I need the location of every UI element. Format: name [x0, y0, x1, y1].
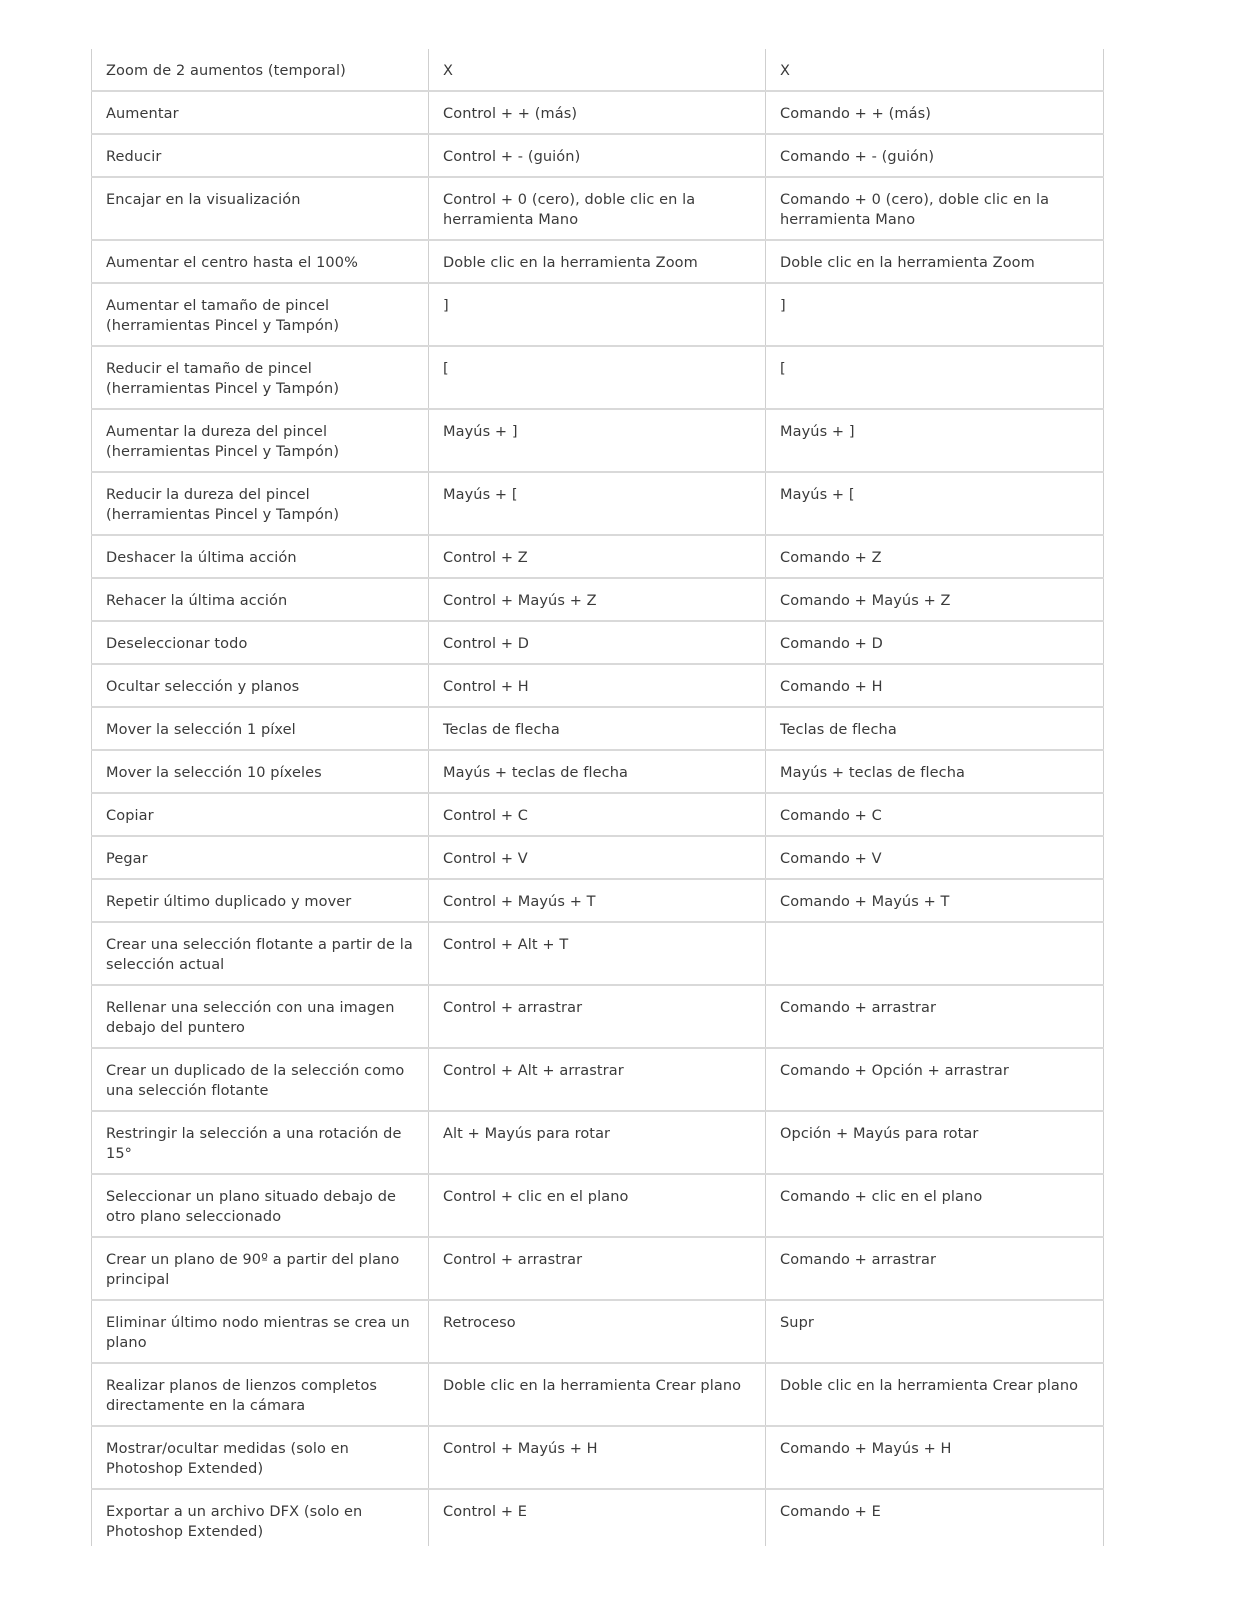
mac-shortcut-cell-text: Comando + + (más)	[780, 106, 931, 122]
action-cell-text: Reducir	[106, 149, 162, 165]
cell-padding	[106, 622, 414, 632]
cell-padding	[780, 347, 1089, 357]
shortcuts-table-body	[92, 49, 1104, 1546]
mac-shortcut-cell	[766, 472, 1104, 535]
action-cell-text: Aumentar la dureza del pincel (herramientas Pincel y Tampón)	[106, 424, 340, 460]
cell-padding	[443, 880, 751, 890]
mac-shortcut-cell	[766, 1111, 1104, 1174]
windows-shortcut-cell-text: Control + E	[443, 1504, 528, 1520]
action-cell-text: Deseleccionar todo	[106, 636, 248, 652]
action-cell	[92, 283, 429, 346]
windows-shortcut-cell-text: Control + C	[443, 808, 529, 824]
windows-shortcut-cell	[429, 1174, 766, 1237]
cell-padding	[106, 1112, 414, 1122]
mac-shortcut-cell-text: Doble clic en la herramienta Zoom	[780, 255, 1035, 271]
cell-padding	[106, 579, 414, 589]
windows-shortcut-cell-text: Control + - (guión)	[443, 149, 581, 165]
windows-shortcut-cell	[429, 664, 766, 707]
cell-padding	[780, 1364, 1089, 1374]
cell-padding	[106, 536, 414, 546]
cell-padding	[780, 1238, 1089, 1248]
windows-shortcut-cell	[429, 707, 766, 750]
windows-shortcut-cell-text: Control + V	[443, 851, 528, 867]
mac-shortcut-cell	[766, 879, 1104, 922]
cell-padding	[443, 92, 751, 102]
action-cell	[92, 240, 429, 283]
windows-shortcut-cell	[429, 621, 766, 664]
mac-shortcut-cell-text: Supr	[780, 1315, 814, 1331]
mac-shortcut-cell	[766, 535, 1104, 578]
cell-padding	[443, 1175, 751, 1185]
mac-shortcut-cell-text: Comando + - (guión)	[780, 149, 935, 165]
cell-padding	[780, 880, 1089, 890]
windows-shortcut-cell	[429, 49, 766, 91]
windows-shortcut-cell	[429, 134, 766, 177]
mac-shortcut-cell	[766, 1363, 1104, 1426]
cell-padding	[106, 178, 414, 188]
cell-padding	[780, 135, 1089, 145]
mac-shortcut-cell	[766, 409, 1104, 472]
table-row	[92, 49, 1104, 91]
mac-shortcut-cell	[766, 985, 1104, 1048]
cell-padding	[780, 1427, 1089, 1437]
cell-padding	[106, 751, 414, 761]
windows-shortcut-cell	[429, 879, 766, 922]
mac-shortcut-cell	[766, 750, 1104, 793]
cell-padding	[780, 986, 1089, 996]
cell-padding	[780, 665, 1089, 675]
action-cell	[92, 922, 429, 985]
cell-padding	[780, 579, 1089, 589]
cell-padding	[106, 880, 414, 890]
mac-shortcut-cell-text: Mayús + ]	[780, 424, 855, 440]
action-cell	[92, 578, 429, 621]
windows-shortcut-cell-text: Control + D	[443, 636, 530, 652]
windows-shortcut-cell	[429, 1237, 766, 1300]
windows-shortcut-cell-text: Mayús + ]	[443, 424, 518, 440]
windows-shortcut-cell-text: Retroceso	[443, 1315, 516, 1331]
cell-padding	[780, 241, 1089, 251]
cell-padding	[106, 473, 414, 483]
mac-shortcut-cell-text: Mayús + [	[780, 487, 855, 503]
cell-padding	[780, 410, 1089, 420]
cell-padding	[106, 241, 414, 251]
table-row	[92, 346, 1104, 409]
table-row	[92, 836, 1104, 879]
action-cell-text: Rellenar una selección con una imagen debajo del puntero	[106, 1000, 395, 1036]
action-cell-text: Mover la selección 10 píxeles	[106, 765, 322, 781]
cell-padding	[106, 1175, 414, 1185]
windows-shortcut-cell-text: ]	[443, 298, 449, 314]
mac-shortcut-cell-text: Comando + arrastrar	[780, 1000, 937, 1016]
cell-padding	[443, 1427, 751, 1437]
cell-padding	[106, 284, 414, 294]
action-cell-text: Zoom de 2 aumentos (temporal)	[106, 63, 346, 79]
table-row	[92, 1111, 1104, 1174]
cell-padding	[443, 135, 751, 145]
windows-shortcut-cell-text: Control + arrastrar	[443, 1000, 583, 1016]
cell-padding	[443, 1490, 751, 1500]
cell-padding	[780, 751, 1089, 761]
mac-shortcut-cell	[766, 134, 1104, 177]
cell-padding	[443, 986, 751, 996]
action-cell-text: Mostrar/ocultar medidas (solo en Photoshop Extended)	[106, 1441, 349, 1477]
mac-shortcut-cell	[766, 922, 1104, 985]
cell-padding	[106, 135, 414, 145]
windows-shortcut-cell-text: Control + Mayús + T	[443, 894, 596, 910]
cell-padding	[106, 665, 414, 675]
mac-shortcut-cell-text: Comando + D	[780, 636, 883, 652]
table-row	[92, 1237, 1104, 1300]
action-cell-text: Aumentar	[106, 106, 179, 122]
windows-shortcut-cell	[429, 535, 766, 578]
cell-padding	[780, 1112, 1089, 1122]
mac-shortcut-cell	[766, 1174, 1104, 1237]
action-cell-text: Realizar planos de lienzos completos directamente en la cámara	[106, 1378, 378, 1414]
windows-shortcut-cell	[429, 1111, 766, 1174]
mac-shortcut-cell	[766, 346, 1104, 409]
mac-shortcut-cell	[766, 793, 1104, 836]
cell-padding	[106, 1490, 414, 1500]
mac-shortcut-cell-text: Doble clic en la herramienta Crear plano	[780, 1378, 1079, 1394]
mac-shortcut-cell-text: Comando + Mayús + H	[780, 1441, 952, 1457]
action-cell	[92, 707, 429, 750]
action-cell	[92, 409, 429, 472]
table-row	[92, 879, 1104, 922]
cell-padding	[106, 347, 414, 357]
table-row	[92, 240, 1104, 283]
action-cell	[92, 621, 429, 664]
action-cell	[92, 879, 429, 922]
table-row	[92, 535, 1104, 578]
action-cell-text: Reducir la dureza del pincel (herramientas Pincel y Tampón)	[106, 487, 340, 523]
cell-padding	[780, 1490, 1089, 1500]
mac-shortcut-cell-text: Comando + arrastrar	[780, 1252, 937, 1268]
cell-padding	[780, 708, 1089, 718]
cell-padding	[443, 923, 751, 933]
windows-shortcut-cell	[429, 283, 766, 346]
cell-padding	[443, 751, 751, 761]
mac-shortcut-cell	[766, 707, 1104, 750]
windows-shortcut-cell	[429, 578, 766, 621]
action-cell	[92, 1237, 429, 1300]
windows-shortcut-cell	[429, 1426, 766, 1489]
windows-shortcut-cell	[429, 409, 766, 472]
cell-padding	[780, 1301, 1089, 1311]
cell-padding	[443, 1112, 751, 1122]
cell-padding	[443, 241, 751, 251]
action-cell-text: Pegar	[106, 851, 148, 867]
cell-padding	[443, 1364, 751, 1374]
mac-shortcut-cell	[766, 621, 1104, 664]
windows-shortcut-cell	[429, 91, 766, 134]
cell-padding	[443, 837, 751, 847]
cell-padding	[780, 923, 1089, 933]
action-cell-text: Crear una selección flotante a partir de la selección actual	[106, 937, 413, 973]
cell-padding	[443, 49, 751, 59]
mac-shortcut-cell	[766, 1237, 1104, 1300]
cell-padding	[780, 284, 1089, 294]
windows-shortcut-cell-text: [	[443, 361, 449, 377]
action-cell	[92, 472, 429, 535]
table-row	[92, 409, 1104, 472]
table-row	[92, 578, 1104, 621]
windows-shortcut-cell-text: Doble clic en la herramienta Zoom	[443, 255, 698, 271]
action-cell-text: Encajar en la visualización	[106, 192, 301, 208]
cell-padding	[106, 1427, 414, 1437]
action-cell	[92, 793, 429, 836]
mac-shortcut-cell-text: X	[780, 63, 791, 79]
mac-shortcut-cell-text: Comando + Opción + arrastrar	[780, 1063, 1009, 1079]
action-cell	[92, 750, 429, 793]
windows-shortcut-cell-text: Doble clic en la herramienta Crear plano	[443, 1378, 742, 1394]
action-cell-text: Mover la selección 1 píxel	[106, 722, 296, 738]
cell-padding	[780, 1049, 1089, 1059]
mac-shortcut-cell	[766, 836, 1104, 879]
action-cell	[92, 134, 429, 177]
action-cell	[92, 1174, 429, 1237]
action-cell	[92, 1426, 429, 1489]
action-cell-text: Crear un duplicado de la selección como una selección flotante	[106, 1063, 405, 1099]
mac-shortcut-cell	[766, 177, 1104, 240]
windows-shortcut-cell	[429, 836, 766, 879]
cell-padding	[443, 708, 751, 718]
windows-shortcut-cell-text: Control + + (más)	[443, 106, 578, 122]
cell-padding	[443, 536, 751, 546]
windows-shortcut-cell	[429, 1048, 766, 1111]
action-cell-text: Repetir último duplicado y mover	[106, 894, 352, 910]
cell-padding	[780, 178, 1089, 188]
windows-shortcut-cell-text: Mayús + teclas de flecha	[443, 765, 628, 781]
mac-shortcut-cell-text: Comando + Z	[780, 550, 882, 566]
action-cell	[92, 1489, 429, 1546]
table-row	[92, 1426, 1104, 1489]
action-cell-text: Reducir el tamaño de pincel (herramientas Pincel y Tampón)	[106, 361, 340, 397]
windows-shortcut-cell	[429, 1363, 766, 1426]
action-cell	[92, 91, 429, 134]
cell-padding	[780, 622, 1089, 632]
windows-shortcut-cell-text: Control + Alt + arrastrar	[443, 1063, 624, 1079]
cell-padding	[780, 837, 1089, 847]
mac-shortcut-cell-text: Comando + V	[780, 851, 882, 867]
cell-padding	[780, 1175, 1089, 1185]
cell-padding	[106, 794, 414, 804]
mac-shortcut-cell	[766, 1426, 1104, 1489]
action-cell	[92, 1300, 429, 1363]
mac-shortcut-cell	[766, 664, 1104, 707]
windows-shortcut-cell-text: Alt + Mayús para rotar	[443, 1126, 611, 1142]
action-cell-text: Eliminar último nodo mientras se crea un plano	[106, 1315, 410, 1351]
cell-padding	[106, 49, 414, 59]
cell-padding	[443, 665, 751, 675]
windows-shortcut-cell-text: Control + 0 (cero), doble clic en la herramienta Mano	[443, 192, 696, 228]
windows-shortcut-cell-text: Control + arrastrar	[443, 1252, 583, 1268]
windows-shortcut-cell	[429, 1489, 766, 1546]
windows-shortcut-cell	[429, 750, 766, 793]
windows-shortcut-cell	[429, 793, 766, 836]
cell-padding	[780, 49, 1089, 59]
cell-padding	[443, 410, 751, 420]
windows-shortcut-cell	[429, 472, 766, 535]
cell-padding	[443, 579, 751, 589]
cell-padding	[106, 1364, 414, 1374]
action-cell-text: Copiar	[106, 808, 154, 824]
action-cell-text: Aumentar el centro hasta el 100%	[106, 255, 358, 271]
cell-padding	[443, 1301, 751, 1311]
action-cell-text: Exportar a un archivo DFX (solo en Photoshop Extended)	[106, 1504, 363, 1540]
action-cell	[92, 177, 429, 240]
windows-shortcut-cell-text: Teclas de flecha	[443, 722, 560, 738]
action-cell-text: Deshacer la última acción	[106, 550, 297, 566]
cell-padding	[106, 986, 414, 996]
action-cell	[92, 664, 429, 707]
mac-shortcut-cell	[766, 91, 1104, 134]
windows-shortcut-cell-text: Control + clic en el plano	[443, 1189, 629, 1205]
table-row	[92, 1300, 1104, 1363]
cell-padding	[780, 794, 1089, 804]
windows-shortcut-cell	[429, 240, 766, 283]
mac-shortcut-cell-text: Comando + clic en el plano	[780, 1189, 983, 1205]
action-cell-text: Aumentar el tamaño de pincel (herramientas Pincel y Tampón)	[106, 298, 340, 334]
mac-shortcut-cell	[766, 1048, 1104, 1111]
action-cell	[92, 985, 429, 1048]
action-cell	[92, 1111, 429, 1174]
cell-padding	[780, 473, 1089, 483]
cell-padding	[443, 1238, 751, 1248]
table-row	[92, 750, 1104, 793]
table-row	[92, 922, 1104, 985]
cell-padding	[443, 794, 751, 804]
action-cell-text: Crear un plano de 90º a partir del plano principal	[106, 1252, 400, 1288]
cell-padding	[106, 708, 414, 718]
table-row	[92, 1363, 1104, 1426]
table-row	[92, 1174, 1104, 1237]
mac-shortcut-cell-text: ]	[780, 298, 786, 314]
table-row	[92, 664, 1104, 707]
windows-shortcut-cell	[429, 922, 766, 985]
mac-shortcut-cell	[766, 283, 1104, 346]
windows-shortcut-cell-text: Control + Mayús + H	[443, 1441, 598, 1457]
table-row	[92, 621, 1104, 664]
mac-shortcut-cell-text: Comando + C	[780, 808, 882, 824]
action-cell	[92, 535, 429, 578]
mac-shortcut-cell-text: Mayús + teclas de flecha	[780, 765, 965, 781]
action-cell	[92, 1048, 429, 1111]
mac-shortcut-cell	[766, 49, 1104, 91]
cell-padding	[443, 1049, 751, 1059]
mac-shortcut-cell-text: Comando + Mayús + T	[780, 894, 950, 910]
mac-shortcut-cell-text: Comando + E	[780, 1504, 881, 1520]
mac-shortcut-cell	[766, 578, 1104, 621]
cell-padding	[106, 1049, 414, 1059]
mac-shortcut-cell-text: [	[780, 361, 786, 377]
cell-padding	[106, 410, 414, 420]
mac-shortcut-cell-text	[780, 933, 1089, 935]
table-row	[92, 472, 1104, 535]
table-row	[92, 91, 1104, 134]
cell-padding	[780, 536, 1089, 546]
cell-padding	[780, 92, 1089, 102]
windows-shortcut-cell-text: Control + Alt + T	[443, 937, 569, 953]
table-row	[92, 1489, 1104, 1546]
table-row	[92, 177, 1104, 240]
shortcuts-table	[91, 49, 1104, 1546]
windows-shortcut-cell-text: Mayús + [	[443, 487, 518, 503]
cell-padding	[443, 347, 751, 357]
table-row	[92, 707, 1104, 750]
mac-shortcut-cell	[766, 1300, 1104, 1363]
cell-padding	[106, 923, 414, 933]
mac-shortcut-cell-text: Comando + Mayús + Z	[780, 593, 951, 609]
table-row	[92, 283, 1104, 346]
windows-shortcut-cell	[429, 346, 766, 409]
cell-padding	[106, 1301, 414, 1311]
windows-shortcut-cell-text: Control + H	[443, 679, 529, 695]
cell-padding	[106, 837, 414, 847]
mac-shortcut-cell-text: Teclas de flecha	[780, 722, 897, 738]
table-row	[92, 793, 1104, 836]
action-cell	[92, 1363, 429, 1426]
cell-padding	[443, 473, 751, 483]
cell-padding	[443, 284, 751, 294]
cell-padding	[443, 622, 751, 632]
action-cell	[92, 49, 429, 91]
mac-shortcut-cell-text: Comando + H	[780, 679, 883, 695]
action-cell	[92, 346, 429, 409]
windows-shortcut-cell-text: Control + Mayús + Z	[443, 593, 597, 609]
cell-padding	[106, 92, 414, 102]
table-row	[92, 985, 1104, 1048]
windows-shortcut-cell	[429, 177, 766, 240]
table-row	[92, 134, 1104, 177]
action-cell-text: Rehacer la última acción	[106, 593, 288, 609]
action-cell-text: Ocultar selección y planos	[106, 679, 300, 695]
cell-padding	[106, 1238, 414, 1248]
windows-shortcut-cell-text: X	[443, 63, 454, 79]
mac-shortcut-cell-text: Comando + 0 (cero), doble clic en la herramienta Mano	[780, 192, 1050, 228]
windows-shortcut-cell	[429, 1300, 766, 1363]
cell-padding	[443, 178, 751, 188]
windows-shortcut-cell	[429, 985, 766, 1048]
windows-shortcut-cell-text: Control + Z	[443, 550, 528, 566]
action-cell-text: Seleccionar un plano situado debajo de otro plano seleccionado	[106, 1189, 397, 1225]
mac-shortcut-cell	[766, 1489, 1104, 1546]
mac-shortcut-cell	[766, 240, 1104, 283]
action-cell-text: Restringir la selección a una rotación de 15°	[106, 1126, 402, 1162]
action-cell	[92, 836, 429, 879]
table-row	[92, 1048, 1104, 1111]
mac-shortcut-cell-text: Opción + Mayús para rotar	[780, 1126, 979, 1142]
